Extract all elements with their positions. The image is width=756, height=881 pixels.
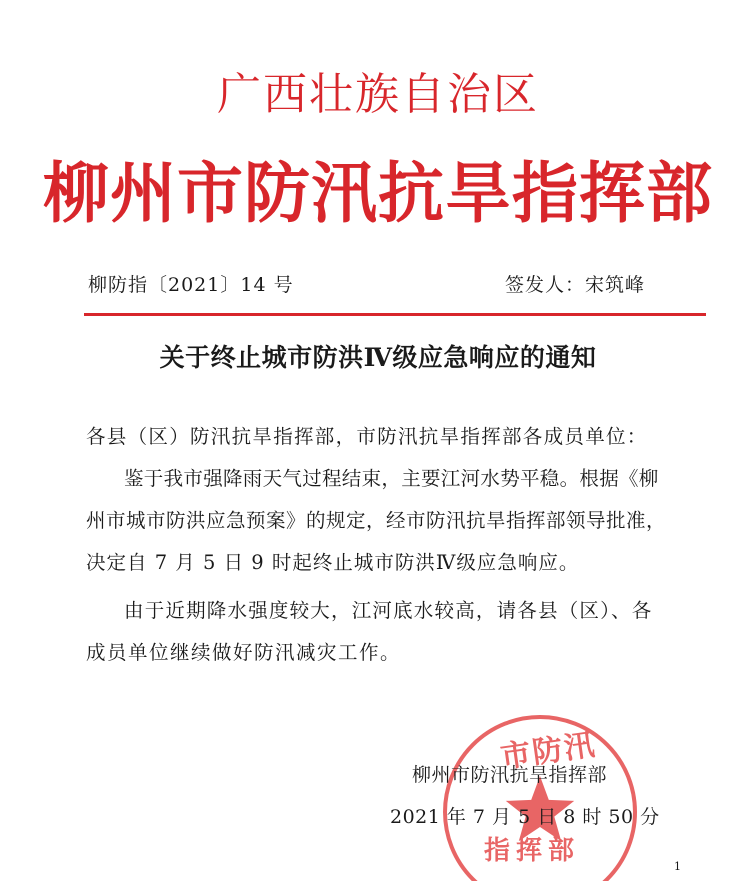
body-text-line: 州市城市防洪应急预案》的规定，经市防汛抗旱指挥部领导批准， — [86, 509, 667, 532]
body-text-line: 由于近期降水强度较大，江河底水较高，请各县（区）、各 — [124, 599, 653, 622]
issuing-agency-header: 柳州市防汛抗旱指挥部 — [43, 155, 713, 232]
body-text-line: 成员单位继续做好防汛减灾工作。 — [86, 641, 402, 664]
page-number: 1 — [674, 860, 681, 873]
signing-organization: 柳州市防汛抗旱指挥部 — [412, 764, 608, 786]
recipient-line: 各县（区）防汛抗旱指挥部，市防汛抗旱指挥部各成员单位： — [86, 425, 648, 448]
seal-bottom-text: 指挥部 — [484, 836, 581, 866]
issuing-region-header: 广西壮族自治区 — [217, 69, 539, 120]
body-text-line: 鉴于我市强降雨天气过程结束，主要江河水势平稳。根据《柳 — [124, 467, 659, 490]
signing-date: 2021 年 7 月 5 日 8 时 50 分 — [390, 806, 660, 828]
official-seal — [440, 712, 640, 881]
red-separator-rule — [84, 313, 706, 316]
seal-top-text: 市防汛 — [498, 727, 599, 776]
notice-title: 关于终止城市防洪Ⅳ级应急响应的通知 — [159, 343, 597, 372]
document-number: 柳防指〔2021〕14 号 — [88, 274, 294, 296]
body-text-line: 决定自 7 月 5 日 9 时起终止城市防洪Ⅳ级应急响应。 — [86, 551, 580, 574]
signer-label: 签发人：宋筑峰 — [505, 274, 646, 296]
